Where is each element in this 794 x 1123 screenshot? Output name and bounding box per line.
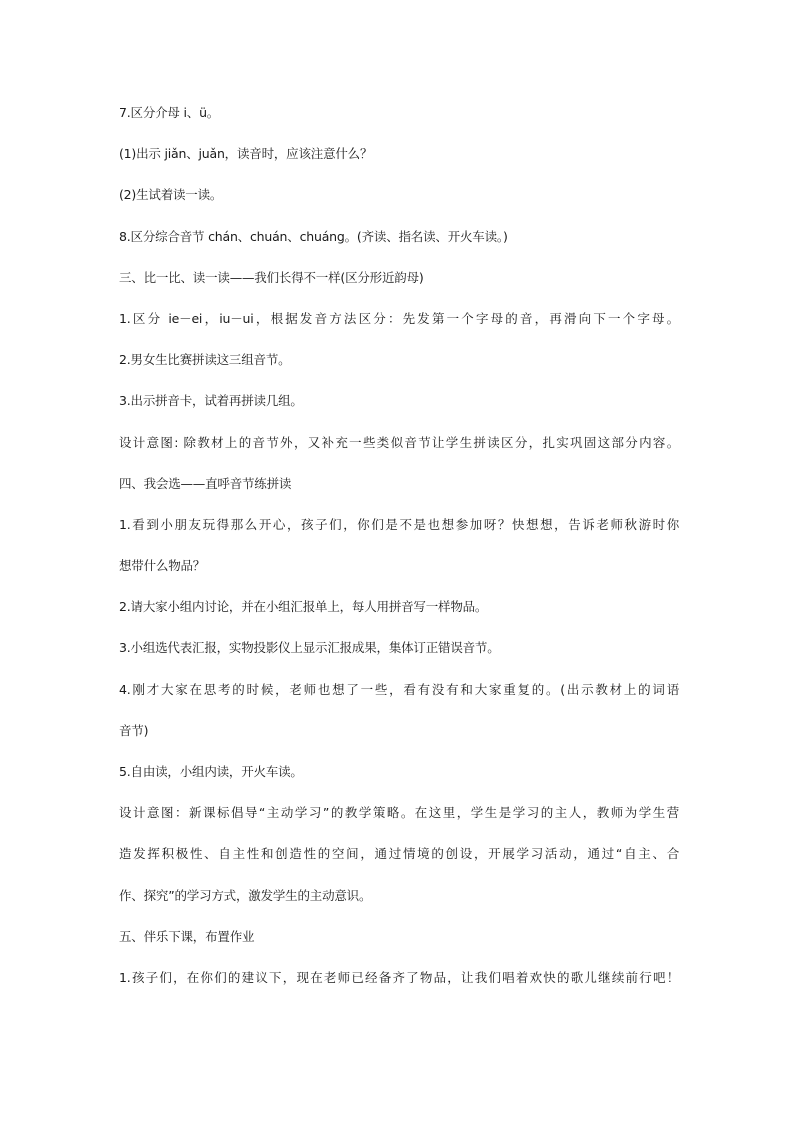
item-8: 8.区分综合音节 chán、chuán、chuáng。(齐读、指名读、开火车读。) (119, 228, 508, 244)
item-7-step-2: (2)生试着读一读。 (119, 187, 223, 203)
item-7-heading: 7.区分介母 i、ü。 (119, 105, 220, 120)
section-4-item-1-line-1: 1.看到小朋友玩得那么开心，孩子们，你们是不是也想参加呀？快想想，告诉老师秋游时你 (119, 516, 679, 532)
section-4-item-2: 2.请大家小组内讨论，并在小组汇报单上，每人用拼音写一样物品。 (119, 599, 488, 615)
section-3-item-2: 2.男女生比赛拼读这三组音节。 (119, 352, 291, 368)
item-7-step-1: (1)出示 jiǎn、juǎn，读音时，应该注意什么？ (119, 146, 373, 162)
section-4-item-1-line-2: 想带什么物品？ (119, 558, 206, 574)
design-intent-2-line-3: 作、探究”的学习方式，激发学生的主动意识。 (119, 887, 372, 903)
section-5-item-1: 1.孩子们，在你们的建议下，现在老师已经备齐了物品，让我们唱着欢快的歌儿继续前行吧！ (119, 969, 679, 985)
section-4-item-4-line-1: 4.刚才大家在思考的时候，老师也想了一些，看有没有和大家重复的。(出示教材上的词语 (119, 681, 679, 697)
section-5-heading: 五、伴乐下课，布置作业 (119, 928, 255, 944)
section-3-item-3: 3.出示拼音卡，试着再拼读几组。 (119, 393, 303, 409)
document-body (119, 104, 679, 1010)
section-4-item-4-line-2: 音节) (119, 722, 149, 738)
section-3-item-1: 1.区分 ie－ei，iu－ui，根据发音方法区分：先发第一个字母的音，再滑向下一个字母。 (119, 310, 679, 326)
section-3-heading: 三、比一比、读一读——我们长得不一样(区分形近韵母) (119, 269, 424, 285)
section-4-item-5: 5.自由读，小组内读，开火车读。 (119, 764, 303, 779)
section-4-item-3: 3.小组选代表汇报，实物投影仪上显示汇报成果，集体订正错误音节。 (119, 640, 500, 656)
design-intent-2-line-2: 造发挥积极性、自主性和创造性的空间，通过情境的创设，开展学习活动，通过“自主、合 (119, 846, 679, 862)
design-intent-1: 设计意图: 除教材上的音节外，又补充一些类似音节让学生拼读区分，扎实巩固这部分内容。 (119, 434, 679, 450)
section-4-heading: 四、我会选——直呼音节练拼读 (119, 475, 292, 491)
design-intent-2-line-1: 设计意图：新课标倡导“主动学习”的教学策略。在这里，学生是学习的主人，教师为学生营 (119, 805, 679, 821)
